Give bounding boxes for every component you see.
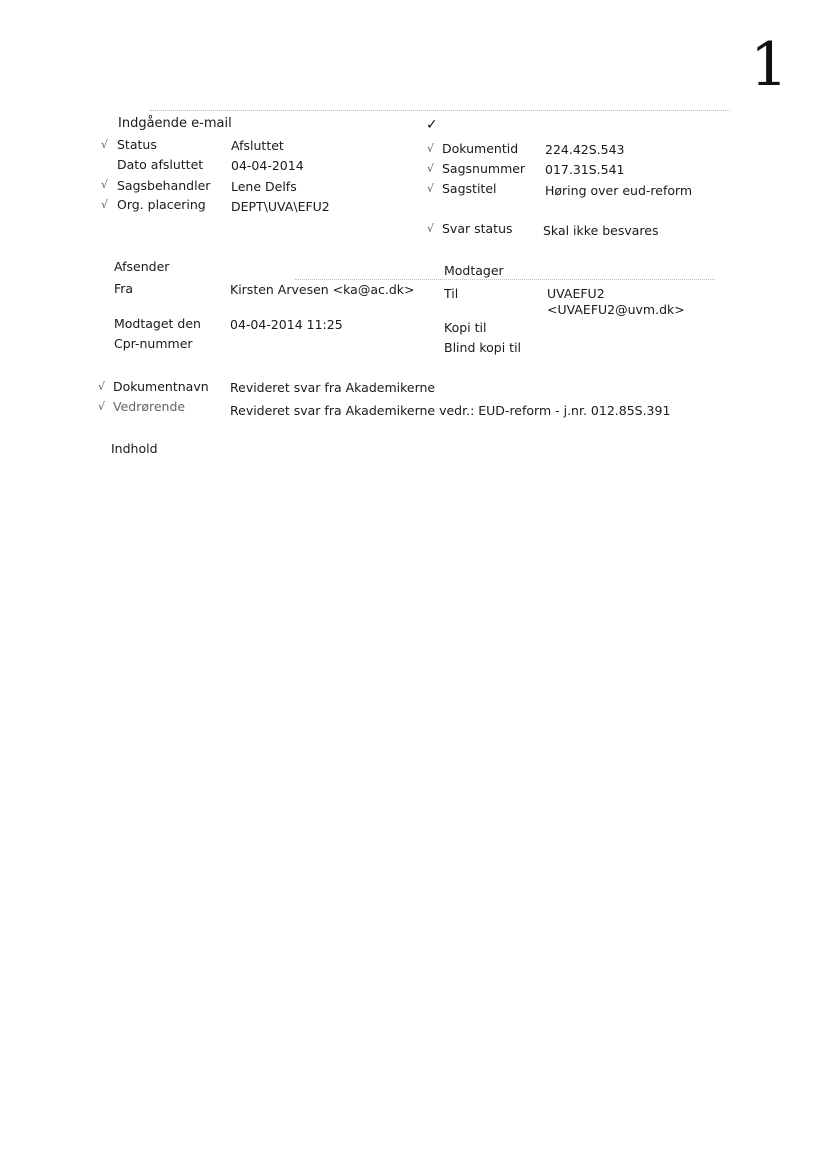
reply-status-label: Svar status: [442, 221, 513, 236]
from-label: Fra: [114, 281, 134, 296]
bcc-label: Blind kopi til: [444, 340, 522, 355]
check-icon: √: [427, 142, 435, 155]
check-icon: √: [101, 198, 109, 211]
check-icon: √: [101, 178, 109, 191]
check-icon: √: [101, 138, 109, 151]
reply-status-value: Skal ikke besvares: [543, 223, 659, 238]
scan-line-mid: [295, 279, 715, 281]
cc-label: Kopi til: [444, 320, 487, 335]
page-number: 1: [750, 30, 789, 100]
cpr-label: Cpr-nummer: [114, 336, 193, 351]
org-placement-value: DEPT\UVA\EFU2: [231, 199, 330, 214]
check-icon: √: [427, 182, 435, 195]
document-id-label: Dokumentid: [442, 141, 519, 156]
case-title-value: Høring over eud-reform: [545, 183, 693, 198]
to-value: UVAEFU2: [547, 286, 605, 301]
subject-label: Vedrørende: [113, 399, 186, 414]
document-name-label: Dokumentnavn: [113, 379, 209, 394]
case-number-label: Sagsnummer: [442, 161, 526, 176]
subject-value: Revideret svar fra Akademikerne vedr.: EUD-reform - j.nr. 012.85S.391: [230, 403, 671, 418]
case-handler-value: Lene Delfs: [231, 179, 297, 194]
scan-line-top: [150, 110, 730, 112]
received-value: 04-04-2014 11:25: [230, 317, 343, 332]
document-name-value: Revideret svar fra Akademikerne: [230, 380, 436, 395]
recipient-heading: Modtager: [444, 263, 504, 278]
status-value: Afsluttet: [231, 138, 284, 153]
page-title: Indgående e-mail: [118, 116, 232, 131]
check-icon: √: [98, 400, 106, 413]
date-closed-value: 04-04-2014: [231, 158, 304, 173]
case-title-label: Sagstitel: [442, 181, 497, 196]
check-icon: √: [427, 222, 435, 235]
case-handler-label: Sagsbehandler: [117, 178, 211, 193]
date-closed-label: Dato afsluttet: [117, 157, 204, 172]
status-label: Status: [117, 137, 157, 152]
header-check-icon: ✓: [426, 117, 438, 133]
check-icon: √: [427, 162, 435, 175]
to-email: <UVAEFU2@uvm.dk>: [547, 302, 685, 317]
received-label: Modtaget den: [114, 316, 201, 331]
org-placement-label: Org. placering: [117, 197, 206, 212]
sender-heading: Afsender: [114, 259, 170, 274]
check-icon: √: [98, 380, 106, 393]
case-number-value: 017.31S.541: [545, 162, 625, 177]
from-value: Kirsten Arvesen <ka@ac.dk>: [230, 282, 415, 297]
to-label: Til: [444, 286, 459, 301]
content-label: Indhold: [111, 441, 158, 456]
document-id-value: 224.42S.543: [545, 142, 625, 157]
